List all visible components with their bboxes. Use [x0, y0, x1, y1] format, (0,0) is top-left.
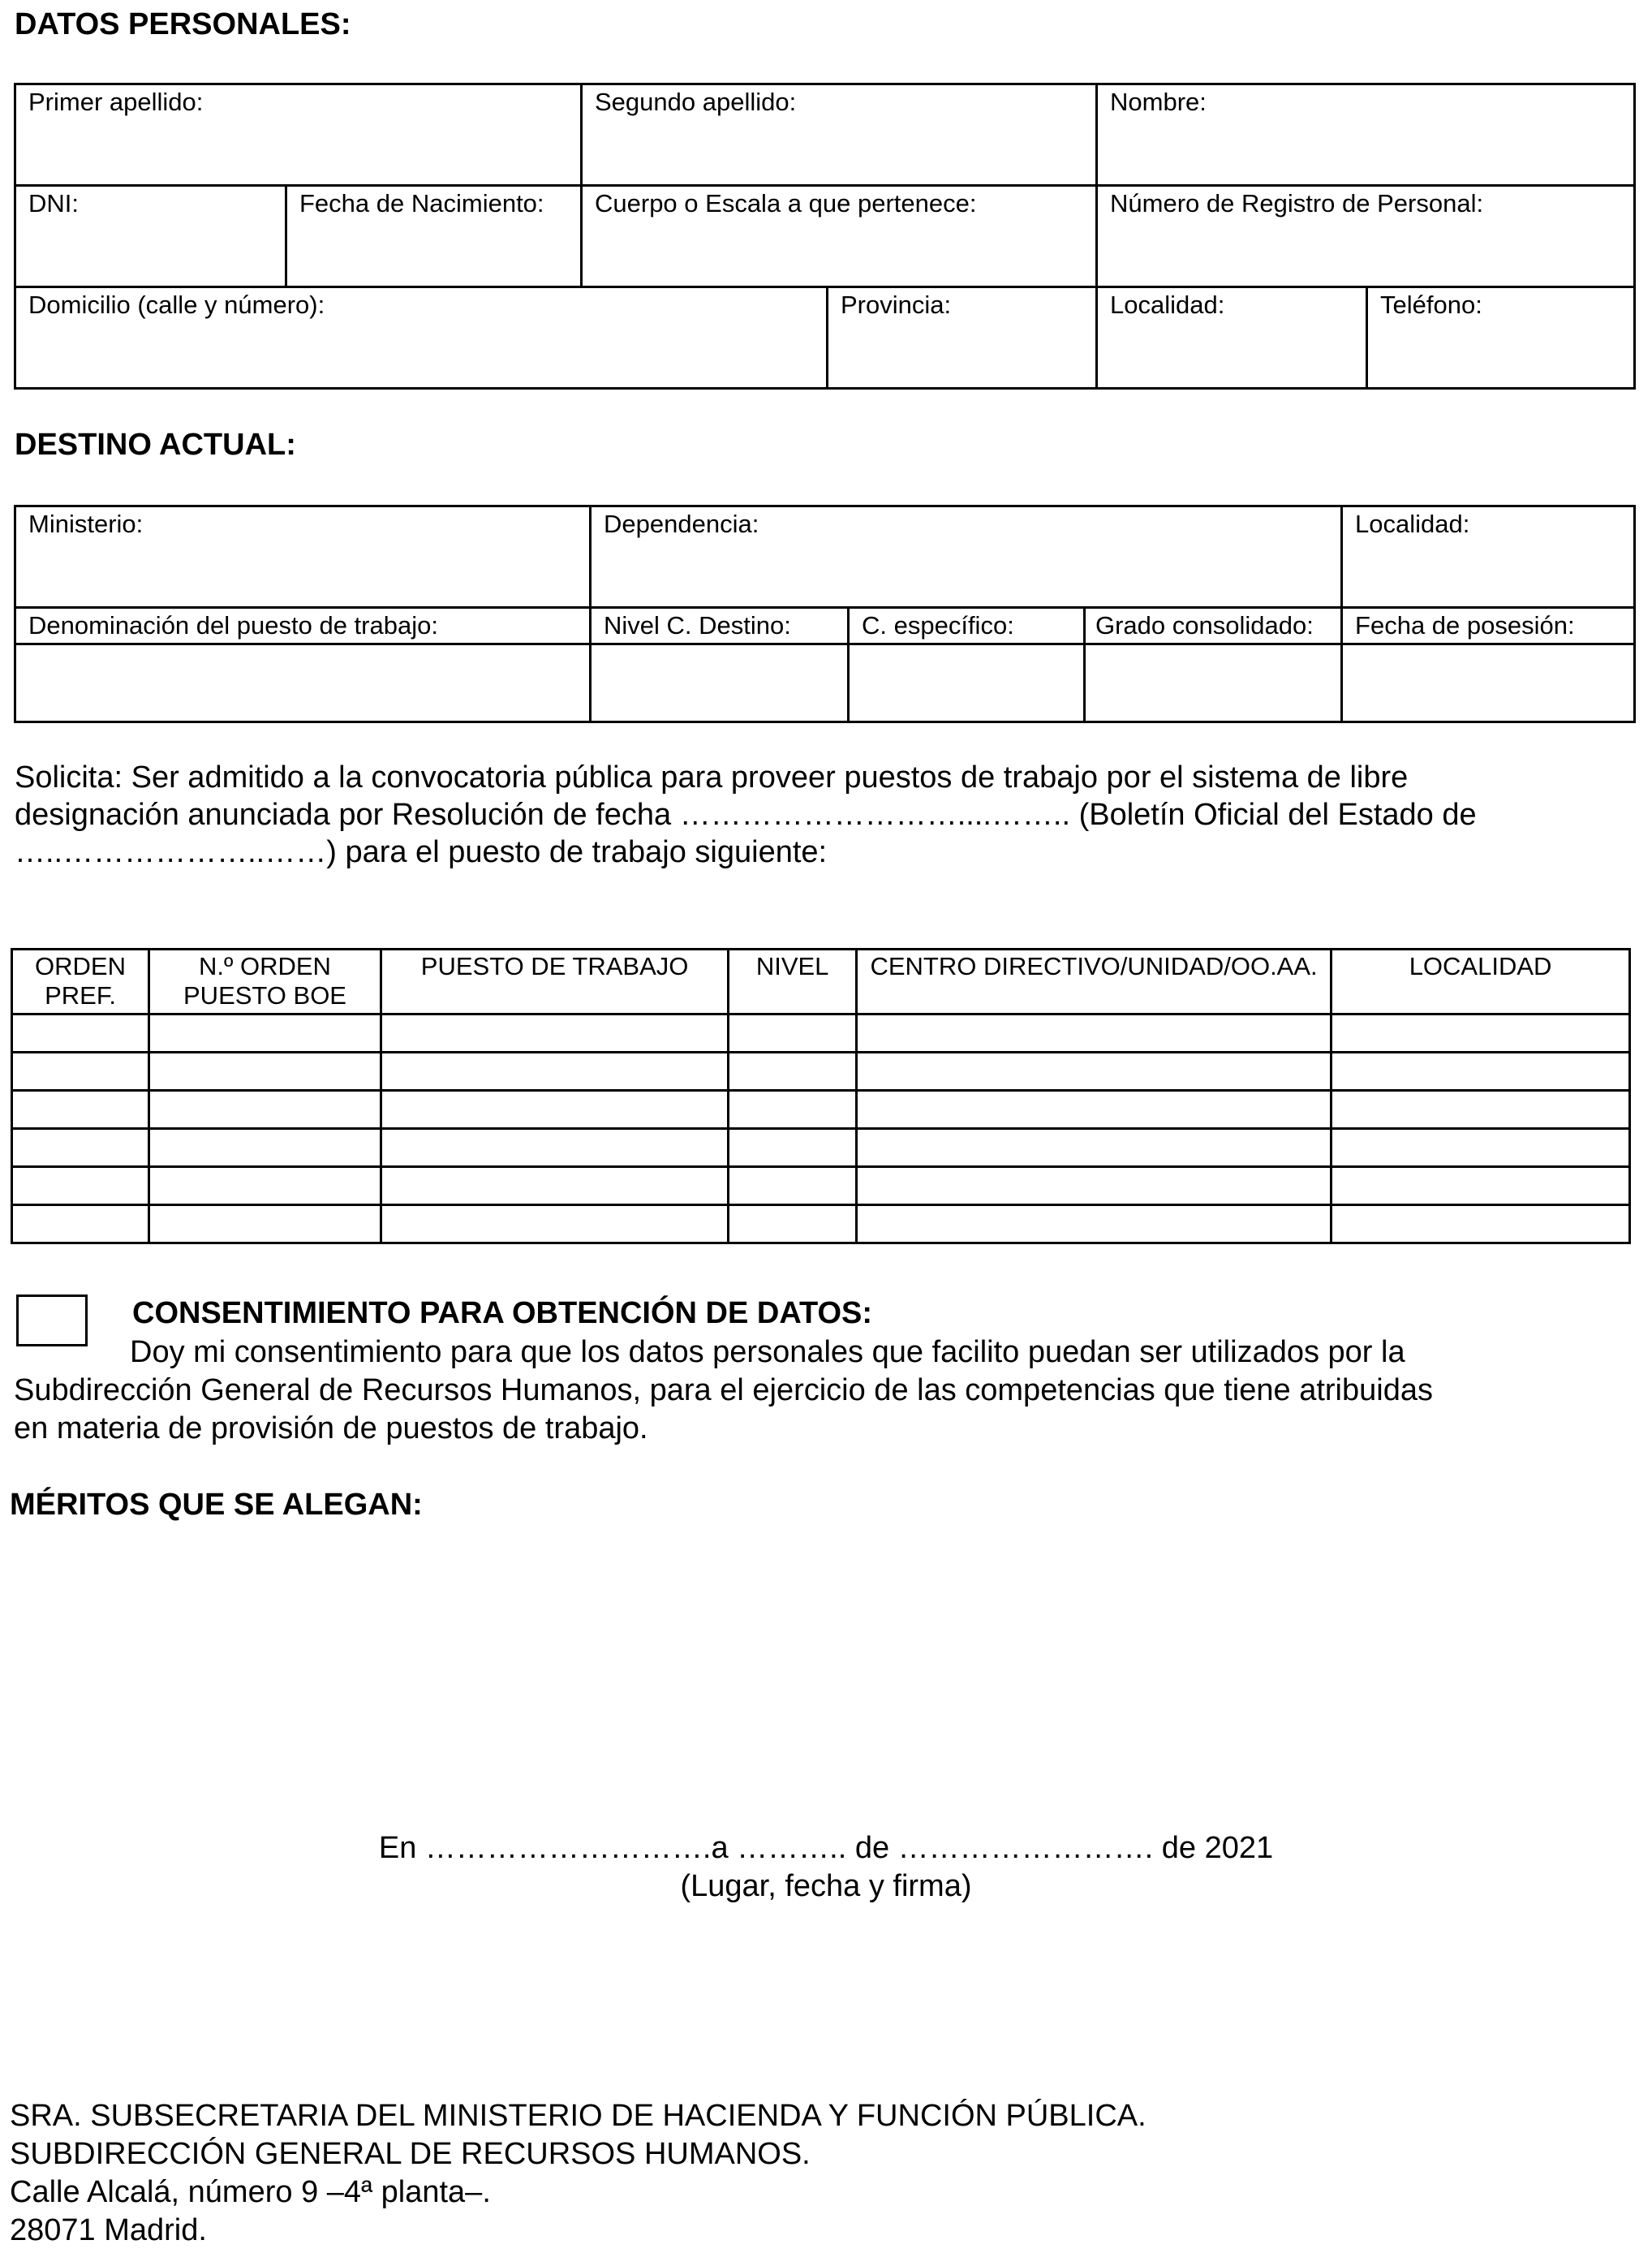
denominacion-input[interactable] — [15, 644, 591, 722]
localidad-label: Localidad: — [1110, 291, 1225, 319]
table-row — [12, 1014, 1630, 1053]
dni-label: DNI: — [28, 189, 79, 218]
fecha-posesion-label: Fecha de posesión: — [1342, 608, 1635, 644]
destino-localidad-field[interactable] — [1342, 506, 1635, 608]
firma-caption: (Lugar, fecha y firma) — [680, 1869, 972, 1903]
c-especifico-input[interactable] — [849, 644, 1085, 722]
table-row — [12, 1205, 1630, 1243]
table-row — [12, 1091, 1630, 1129]
domicilio-label: Domicilio (calle y número): — [28, 291, 325, 319]
destino-actual-table — [14, 505, 1636, 723]
table-row — [12, 1053, 1630, 1091]
cuerpo-escala-field[interactable] — [582, 186, 1097, 287]
nivel-destino-input[interactable] — [591, 644, 849, 722]
telefono-label: Teléfono: — [1380, 291, 1482, 319]
solicita-line-3: …..………………..……) para el puesto de trabajo siguiente: — [15, 835, 828, 869]
nombre-field[interactable] — [1097, 84, 1635, 186]
destino-localidad-label: Localidad: — [1355, 510, 1470, 538]
segundo-apellido-label: Segundo apellido: — [595, 88, 797, 116]
provincia-field[interactable] — [828, 287, 1097, 389]
header-puesto-trabajo: PUESTO DE TRABAJO — [381, 950, 728, 1014]
denominacion-label: Denominación del puesto de trabajo: — [15, 608, 591, 644]
dependencia-field[interactable] — [591, 506, 1342, 608]
consent-line-1: Doy mi consentimiento para que los datos personales que facilito puedan ser utilizados por la — [130, 1335, 1405, 1369]
solicita-line-2: designación anunciada por Resolución de fecha ………………………....…….. (Boletín Oficial del Estado de — [15, 798, 1477, 832]
numero-registro-label: Número de Registro de Personal: — [1110, 189, 1484, 218]
datos-personales-table — [14, 83, 1636, 390]
numero-registro-field[interactable] — [1097, 186, 1635, 287]
destinatario-line-3: Calle Alcalá, número 9 –4ª planta–. — [10, 2175, 491, 2209]
ministerio-field[interactable] — [15, 506, 591, 608]
preferencias-table — [11, 948, 1631, 1244]
c-especifico-label: C. específico: — [849, 608, 1085, 644]
destinatario-line-4: 28071 Madrid. — [10, 2213, 207, 2247]
primer-apellido-label: Primer apellido: — [28, 88, 204, 116]
nivel-destino-label: Nivel C. Destino: — [591, 608, 849, 644]
grado-consolidado-label: Grado consolidado: — [1085, 608, 1342, 644]
header-centro-directivo: CENTRO DIRECTIVO/UNIDAD/OO.AA. — [857, 950, 1331, 1014]
section-title-datos-personales: DATOS PERSONALES: — [15, 7, 351, 41]
table-row — [12, 1167, 1630, 1205]
dependencia-label: Dependencia: — [604, 510, 759, 538]
ministerio-label: Ministerio: — [28, 510, 144, 538]
nombre-label: Nombre: — [1110, 88, 1207, 116]
segundo-apellido-field[interactable] — [582, 84, 1097, 186]
header-orden-pref: ORDEN PREF. — [12, 950, 149, 1014]
primer-apellido-field[interactable] — [15, 84, 582, 186]
firma-line: En ……………………….a ……….. de ……………………. de 2021 — [378, 1831, 1274, 1865]
header-localidad: LOCALIDAD — [1331, 950, 1630, 1014]
section-title-destino-actual: DESTINO ACTUAL: — [15, 428, 296, 462]
consent-title: CONSENTIMIENTO PARA OBTENCIÓN DE DATOS: — [132, 1296, 873, 1330]
grado-consolidado-input[interactable] — [1085, 644, 1342, 722]
consent-checkbox[interactable] — [16, 1295, 88, 1346]
section-title-meritos: MÉRITOS QUE SE ALEGAN: — [10, 1488, 423, 1522]
destinatario-line-2: SUBDIRECCIÓN GENERAL DE RECURSOS HUMANOS. — [10, 2137, 811, 2171]
dni-field[interactable] — [15, 186, 286, 287]
domicilio-field[interactable] — [15, 287, 828, 389]
table-row — [12, 1129, 1630, 1167]
provincia-label: Provincia: — [841, 291, 952, 319]
solicita-line-1: Solicita: Ser admitido a la convocatoria pública para proveer puestos de trabajo por el sistema de libre — [15, 760, 1409, 795]
consent-line-2: Subdirección General de Recursos Humanos, para el ejercicio de las competencias que tiene atribuidas — [14, 1373, 1433, 1407]
header-orden-boe: N.º ORDEN PUESTO BOE — [149, 950, 381, 1014]
header-nivel: NIVEL — [729, 950, 857, 1014]
fecha-nacimiento-label: Fecha de Nacimiento: — [299, 189, 544, 218]
fecha-nacimiento-field[interactable] — [286, 186, 582, 287]
telefono-field[interactable] — [1367, 287, 1635, 389]
destinatario-line-1: SRA. SUBSECRETARIA DEL MINISTERIO DE HACIENDA Y FUNCIÓN PÚBLICA. — [10, 2099, 1147, 2133]
fecha-posesion-input[interactable] — [1342, 644, 1635, 722]
consent-line-3: en materia de provisión de puestos de trabajo. — [14, 1411, 648, 1445]
localidad-field[interactable] — [1097, 287, 1367, 389]
cuerpo-escala-label: Cuerpo o Escala a que pertenece: — [595, 189, 977, 218]
